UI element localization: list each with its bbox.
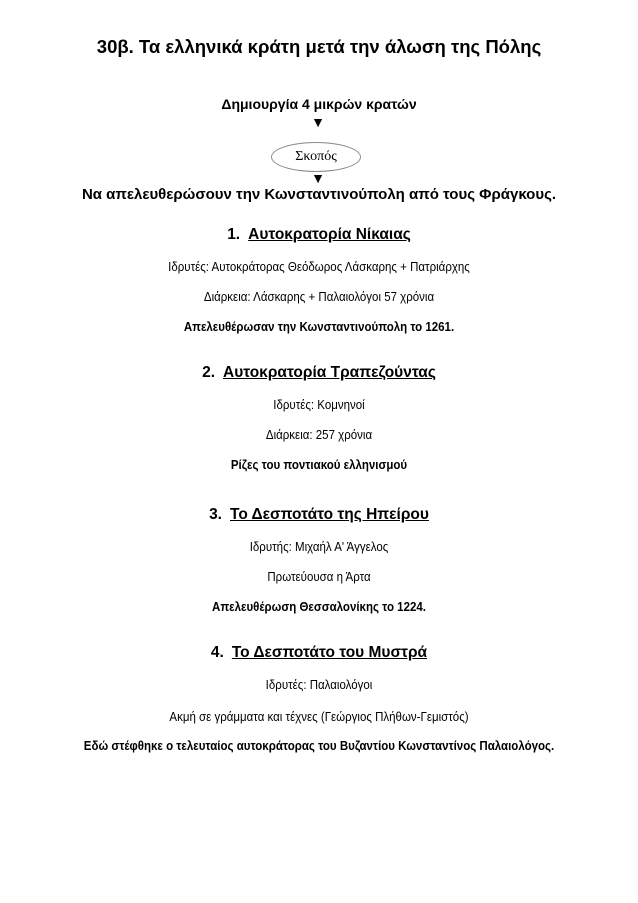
state-name: Το Δεσποτάτο της Ηπείρου — [230, 506, 429, 523]
state-founders: Ιδρυτές: Παλαιολόγοι — [265, 678, 373, 692]
down-arrow-icon: ▼ — [311, 114, 325, 130]
state-heading-nicaea — [0, 226, 638, 244]
state-number: 1. — [227, 226, 241, 243]
state-founders: Ιδρυτές: Κομνηνοί — [273, 398, 365, 412]
state-heading-mystras — [0, 644, 638, 662]
state-founder: Ιδρυτής: Μιχαήλ Α' Άγγελος — [249, 540, 389, 554]
state-flourishing: Ακμή σε γράμματα και τέχνες (Γεώργιος Πλήθων-Γεμιστός) — [169, 710, 469, 724]
state-highlight: Εδώ στέφθηκε ο τελευταίος αυτοκράτορας του Βυζαντίου Κωνσταντίνος Παλαιολόγος. — [83, 739, 555, 753]
goal-oval — [271, 142, 361, 172]
state-heading-trebizond — [0, 364, 638, 382]
state-duration: Διάρκεια: 257 χρόνια — [265, 428, 373, 442]
state-heading-epirus — [0, 506, 638, 524]
state-highlight: Απελευθέρωσαν την Κωνσταντινούπολη το 1261. — [183, 320, 455, 334]
aim-text: Να απελευθερώσουν την Κωνσταντινούπολη από τους Φράγκους. — [81, 186, 557, 203]
state-number: 3. — [209, 506, 222, 523]
state-number: 4. — [210, 644, 224, 661]
state-duration: Διάρκεια: Λάσκαρης + Παλαιολόγοι 57 χρόνια — [203, 290, 435, 304]
state-highlight: Απελευθέρωση Θεσσαλονίκης το 1224. — [212, 600, 426, 614]
state-capital: Πρωτεύουσα η Άρτα — [267, 570, 371, 584]
state-founders: Ιδρυτές: Αυτοκράτορας Θεόδωρος Λάσκαρης + Πατριάρχης — [168, 260, 470, 274]
state-name: Αυτοκρατορία Νίκαιας — [248, 226, 411, 243]
state-highlight: Ρίζες του ποντιακού ελληνισμού — [230, 458, 408, 472]
state-name: Το Δεσποτάτο του Μυστρά — [231, 644, 428, 661]
goal-label: Σκοπός — [295, 149, 337, 164]
down-arrow-icon: ▼ — [311, 170, 325, 186]
state-name: Αυτοκρατορία Τραπεζούντας — [223, 364, 436, 381]
state-number: 2. — [202, 364, 216, 381]
page-title: 30β. Τα ελληνικά κράτη μετά την άλωση της Πόλης — [96, 36, 542, 57]
intro-text: Δημιουργία 4 μικρών κρατών — [221, 96, 417, 112]
